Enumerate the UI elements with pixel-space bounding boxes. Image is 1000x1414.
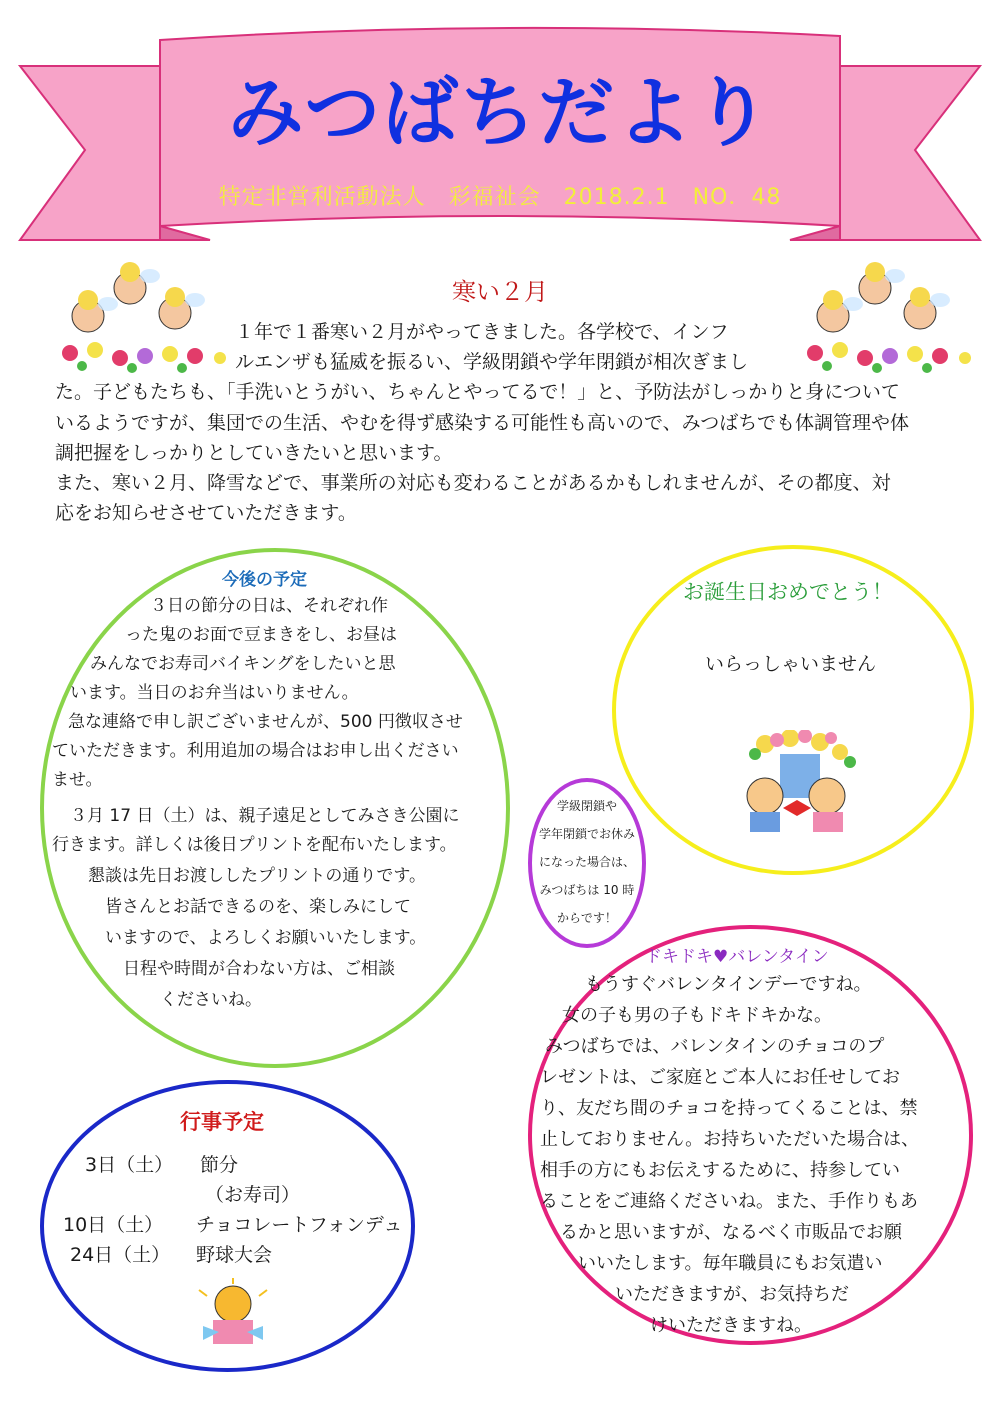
schedule-line: 日程や時間が合わない方は、ご相談 <box>123 959 395 979</box>
valentine-line: レゼントは、ご家庭とご本人にお任せしてお <box>540 1067 900 1088</box>
closure-note-line: 学級閉鎖や <box>556 799 617 813</box>
intro-line: た。子どもたちも、「手洗いとうがい、ちゃんとやってるで！」と、予防法がしっかりと身について <box>55 381 900 403</box>
intro-line: 応をお知らせさせていただきます。 <box>55 502 357 524</box>
valentine-line: り、友だち間のチョコを持ってくることは、禁 <box>540 1098 918 1119</box>
birthday-text: いらっしゃいません <box>705 653 877 675</box>
schedule-heading: 今後の予定 <box>222 570 307 590</box>
valentine-line: いいたします。毎年職員にもお気遣い <box>578 1253 883 1274</box>
valentine-line: みつばちでは、バレンタインのチョコのプ <box>545 1036 885 1057</box>
closure-note-line: になった場合は、 <box>538 855 635 869</box>
intro-line: ルエンザも猛威を振るい、学級閉鎖や学年閉鎖が相次ぎまし <box>235 351 749 373</box>
valentine-line: ることをご連絡くださいね。また、手作りもあ <box>540 1191 918 1212</box>
schedule-line: 行きます。詳しくは後日プリントを配布いたします。 <box>52 835 457 855</box>
event-date: 3日（土） <box>85 1154 174 1176</box>
schedule-line: います。当日のお弁当はいりません。 <box>70 683 359 703</box>
cats-bouquet-icon <box>735 730 860 835</box>
intro-line: また、寒い２月、降雪などで、事業所の対応も変わることがあるかもしれませんが、その都度、対 <box>55 472 891 494</box>
newsletter-subtitle: 特定非営利活動法人 彩福祉会 2018.2.1 NO．48 <box>218 185 782 210</box>
valentine-heading: ドキドキ♥バレンタイン <box>645 947 829 967</box>
schedule-line: 急な連絡で申し訳ございませんが、500 円徴収させ <box>68 712 463 732</box>
event-name: チョコレートフォンデュ <box>196 1214 403 1236</box>
valentine-line: るかと思いますが、なるべく市販品でお願 <box>560 1222 902 1243</box>
bees-flowers-left-icon <box>50 258 230 376</box>
intro-heading: 寒い２月 <box>452 278 548 306</box>
schedule-line: 懇談は先日お渡ししたプリントの通りです。 <box>88 866 426 886</box>
intro-line: １年で１番寒い２月がやってきました。各学校で、インフ <box>235 321 729 343</box>
schedule-line: 皆さんとお話できるのを、楽しみにして <box>105 897 411 917</box>
schedule-line: ３日の節分の日は、それぞれ作 <box>150 596 388 616</box>
schedule-line: くださいね。 <box>160 990 262 1010</box>
bees-flowers-right-icon <box>795 258 975 376</box>
event-name: （お寿司） <box>205 1184 301 1206</box>
intro-line: いるようですが、集団での生活、やむを得ず感染する可能性も高いので、みつばちでも体調管理や体 <box>55 412 910 434</box>
intro-line: 調把握をしっかりとしていきたいと思います。 <box>55 442 453 464</box>
closure-note-line: みつばちは 10 時 <box>539 883 635 897</box>
event-date: 24日（土） <box>70 1244 171 1266</box>
cat-gift-icon <box>193 1278 273 1348</box>
schedule-line: ていただきます。利用追加の場合はお申し出ください <box>52 741 459 761</box>
valentine-line: 女の子も男の子もドキドキかな。 <box>562 1005 832 1026</box>
schedule-line: いますので、よろしくお願いいたします。 <box>105 928 427 948</box>
schedule-line: みんなでお寿司バイキングをしたいと思 <box>90 654 396 674</box>
valentine-line: もうすぐバレンタインデーですね。 <box>585 974 872 995</box>
event-date: 10日（土） <box>63 1214 164 1236</box>
events-heading: 行事予定 <box>180 1110 264 1134</box>
birthday-heading: お誕生日おめでとう！ <box>683 580 893 604</box>
schedule-line: ませ。 <box>52 770 103 790</box>
valentine-line: けいただきますね。 <box>650 1315 812 1336</box>
closure-note-line: 学年閉鎖でお休み <box>538 827 635 841</box>
valentine-line: 相手の方にもお伝えするために、持参してい <box>540 1160 900 1181</box>
schedule-line: ３月 17 日（土）は、親子遠足としてみさき公園に <box>70 806 460 826</box>
event-name: 野球大会 <box>196 1244 273 1266</box>
valentine-line: 止しておりません。お持ちいただいた場合は、 <box>540 1129 920 1150</box>
valentine-line: いただきますが、お気持ちだ <box>615 1284 849 1305</box>
event-name: 節分 <box>200 1154 239 1176</box>
newsletter-title: みつばちだより <box>227 68 773 157</box>
closure-note-line: からです！ <box>557 911 617 925</box>
schedule-line: った鬼のお面で豆まきをし、お昼は <box>125 625 397 645</box>
